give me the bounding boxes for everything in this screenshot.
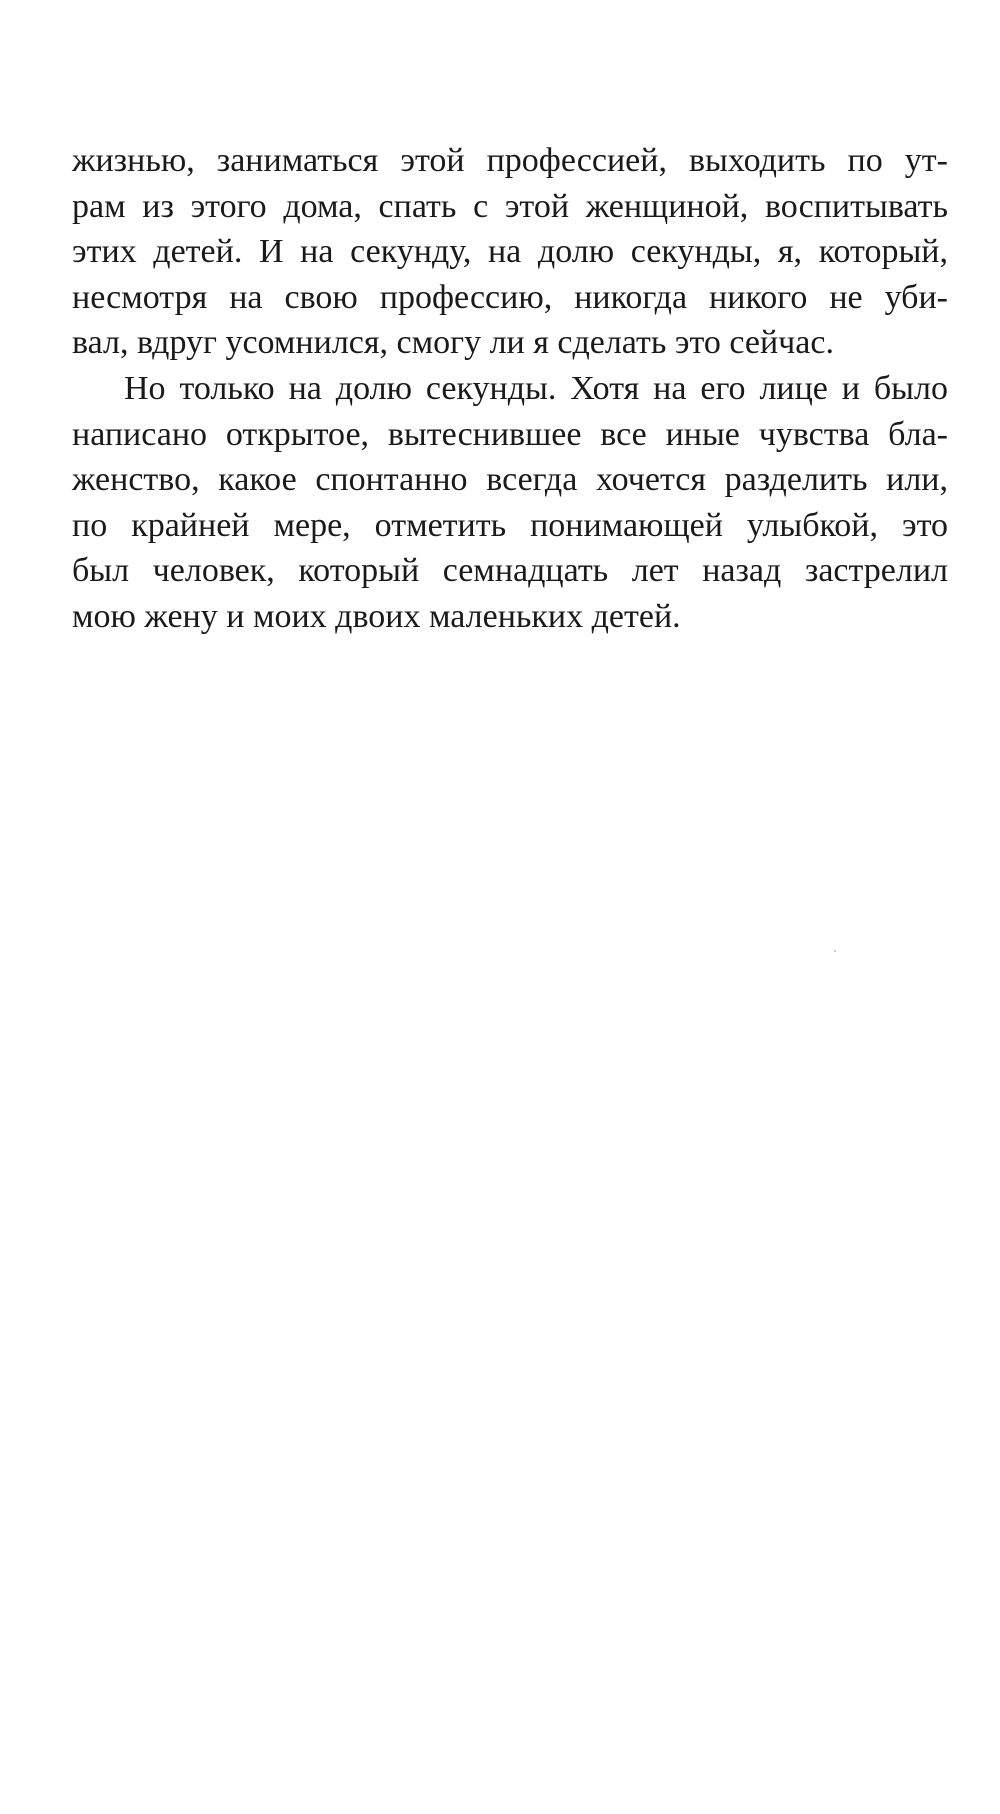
text-line: мою жену и моих двоих маленьких детей.: [72, 597, 681, 635]
text-line: женство, какое спонтанно всегда хочется разделить или,: [72, 461, 948, 499]
text-line: по крайней мере, отметить понимающей улыбкой, это: [72, 506, 948, 544]
text-line: Но только на долю секунды. Хотя на его лице и было: [124, 369, 948, 407]
paragraph-2: [72, 366, 948, 640]
text-line: этих детей. И на секунду, на долю секунды, я, который,: [72, 233, 948, 271]
text-line: был человек, который семнадцать лет назад застрелил: [72, 552, 948, 590]
text-line: несмотря на свою профессию, никогда никого не уби-: [72, 278, 948, 316]
text-line: вал, вдруг усомнился, смогу ли я сделать это сейчас.: [72, 324, 834, 362]
paragraph-1: [72, 138, 948, 366]
text-line: жизнью, заниматься этой профессией, выходить по ут-: [72, 142, 948, 179]
text-line: рам из этого дома, спать с этой женщиной, воспитывать: [72, 187, 948, 225]
body-text: [72, 138, 948, 640]
text-line: написано открытое, вытеснившее все иные чувства бла-: [72, 415, 948, 453]
scan-speck: [834, 950, 836, 952]
